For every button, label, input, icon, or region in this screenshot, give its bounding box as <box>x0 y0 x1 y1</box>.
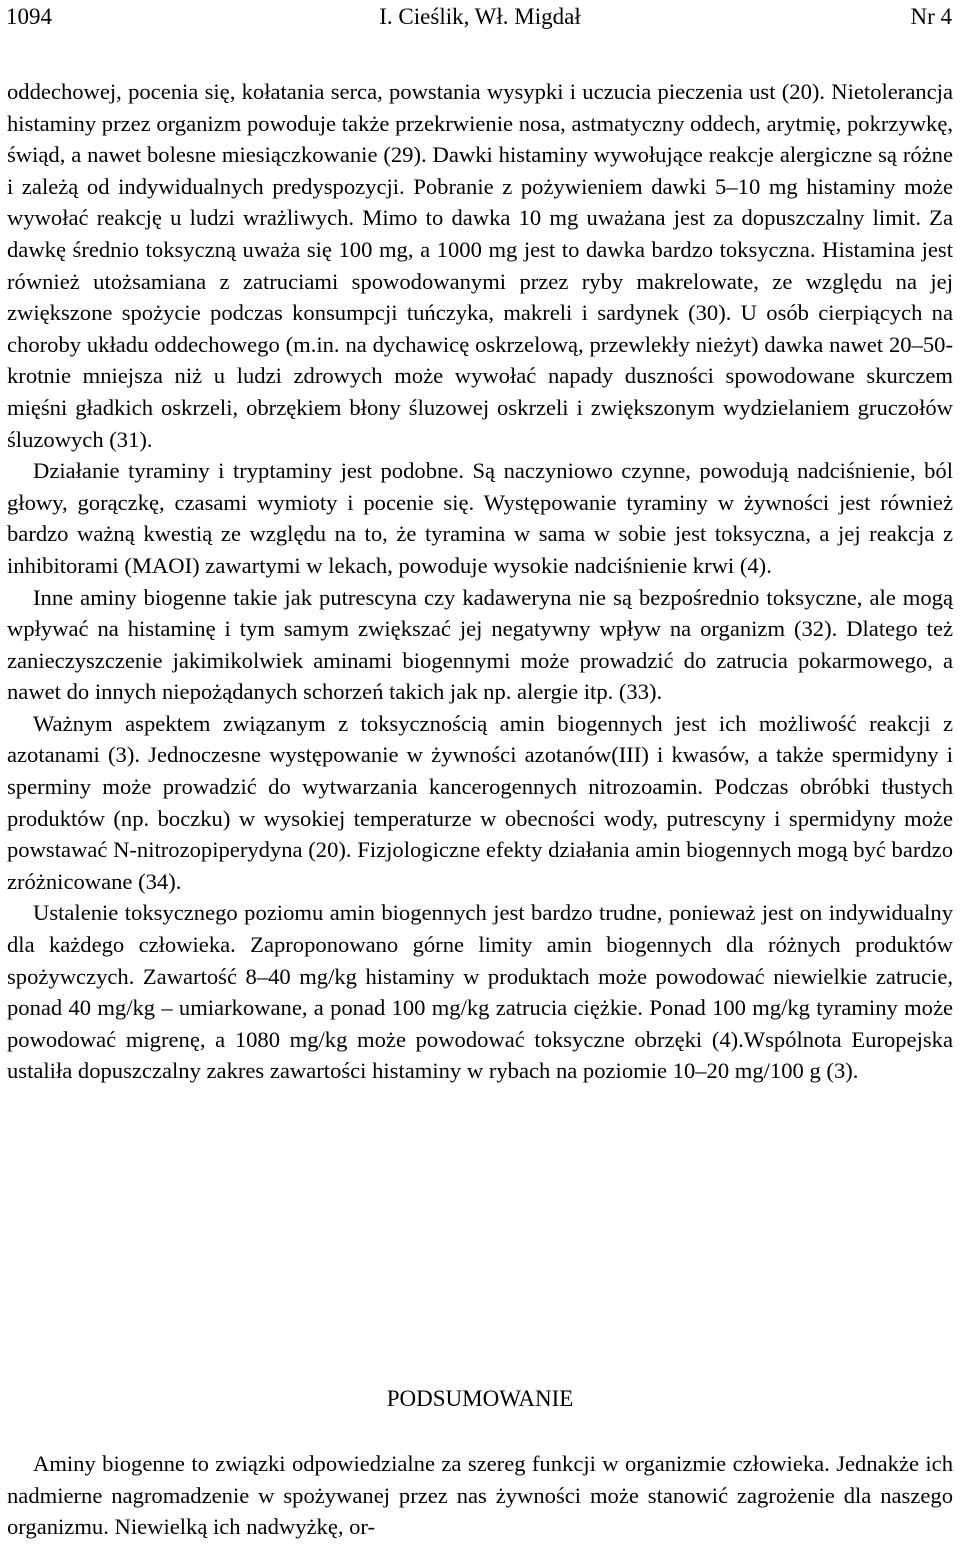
section-heading: PODSUMOWANIE <box>386 1386 574 1411</box>
summary-section <box>7 1448 953 1543</box>
issue-number: Nr 4 <box>910 4 952 29</box>
paragraph: oddechowej, pocenia się, kołatania serca, powstania wysypki i uczucia pieczenia ust (20). Nietolerancja histaminy przez organizm powoduje także przekrwienie nosa, astmatyczny oddech, arytmię, pokrzywkę, świąd, a nawet bolesne miesiączkowanie (29). Dawki histaminy wywołujące reakcje alergiczne są różne i zależą od indywidualnych predyspozycji. Pobranie z pożywieniem dawki 5–10 mg histaminy może wywołać reakcję u ludzi wrażliwych. Mimo to dawka 10 mg uważana jest za dopuszczalny limit. Za dawkę średnio toksyczną uważa się 100 mg, a 1000 mg jest to dawka bardzo toksyczna. Histamina jest również utożsamiana z zatruciami spowodowanymi przez ryby makrelowate, ze względu na jej zwiększone spożycie podczas konsumpcji tuńczyka, makreli i sardynek (30). U osób cierpiących na choroby układu oddechowego (m.in. na dychawicę oskrzelową, przewlekły nieżyt) dawka nawet 20–50-krotnie mniejsza niż u ludzi zdrowych może wywołać napady duszności spowodowane skurczem mięśni gładkich oskrzeli, obrzękiem błony śluzowej oskrzeli i zwiększonym wydzielaniem gruczołów śluzowych (31). <box>7 79 953 452</box>
paragraph: Ważnym aspektem związanym z toksycznością amin biogennych jest ich możliwość reakcji z azotanami (3). Jednoczesne występowanie w żywności azotanów(III) i kwasów, a także spermidyny i sperminy może prowadzić do wytwarzania kancerogennych nitrozoamin. Podczas obróbki tłustych produktów (np. boczku) w wysokiej temperaturze w obecności wody, putrescyny i spermidyny może powstawać N-nitrozopiperydyna (20). Fizjologiczne efekty działania amin biogennych mogą być bardzo zróżnicowane (34). <box>7 710 953 894</box>
paragraph: Działanie tyraminy i tryptaminy jest podobne. Są naczyniowo czynne, powodują nadciśnienie, ból głowy, gorączkę, czasami wymioty i pocenie się. Występowanie tyraminy w żywności jest również bardzo ważną kwestią ze względu na to, że tyramina w sama w sobie jest toksyczna, a jej reakcja z inhibitorami (MAOI) zawartymi w lekach, powoduje wysokie nadciśnienie krwi (4). <box>7 458 953 578</box>
running-head-authors: I. Cieślik, Wł. Migdał <box>379 4 581 29</box>
page-number: 1094 <box>6 4 52 29</box>
page-header <box>0 0 960 36</box>
paragraph: Ustalenie toksycznego poziomu amin biogennych jest bardzo trudne, ponieważ jest on indywidualny dla każdego człowieka. Zaproponowano górne limity amin biogennych dla różnych produktów spożywczych. Zawartość 8–40 mg/kg histaminy w produktach może powodować niewielkie zatrucie, ponad 40 mg/kg – umiarkowane, a ponad 100 mg/kg zatrucia ciężkie. Ponad 100 mg/kg tyraminy może powodować migrenę, a 1080 mg/kg może powodować toksyczne obrzęki (4).Wspólnota Europejska ustaliła dopuszczalny zakres zawartości histaminy w rybach na poziomie 10–20 mg/100 g (3). <box>7 900 953 1084</box>
paragraph: Inne aminy biogenne takie jak putrescyna czy kadaweryna nie są bezpośrednio toksyczne, ale mogą wpływać na histaminę i tym samym zwiększać jej negatywny wpływ na organizm (32). Dlatego też zanieczyszczenie jakimikolwiek aminami biogennymi może prowadzić do zatrucia pokarmowego, a nawet do innych niepożądanych schorzeń takich jak np. alergie itp. (33). <box>7 584 953 705</box>
article-body <box>7 76 953 1087</box>
paragraph: Aminy biogenne to związki odpowiedzialne za szereg funkcji w organizmie człowieka. Jednakże ich nadmierne nagromadzenie w spożywanej przez nas żywności może stanowić zagrożenie dla naszego organizmu. Niewielką ich nadwyżkę, or- <box>7 1451 953 1540</box>
